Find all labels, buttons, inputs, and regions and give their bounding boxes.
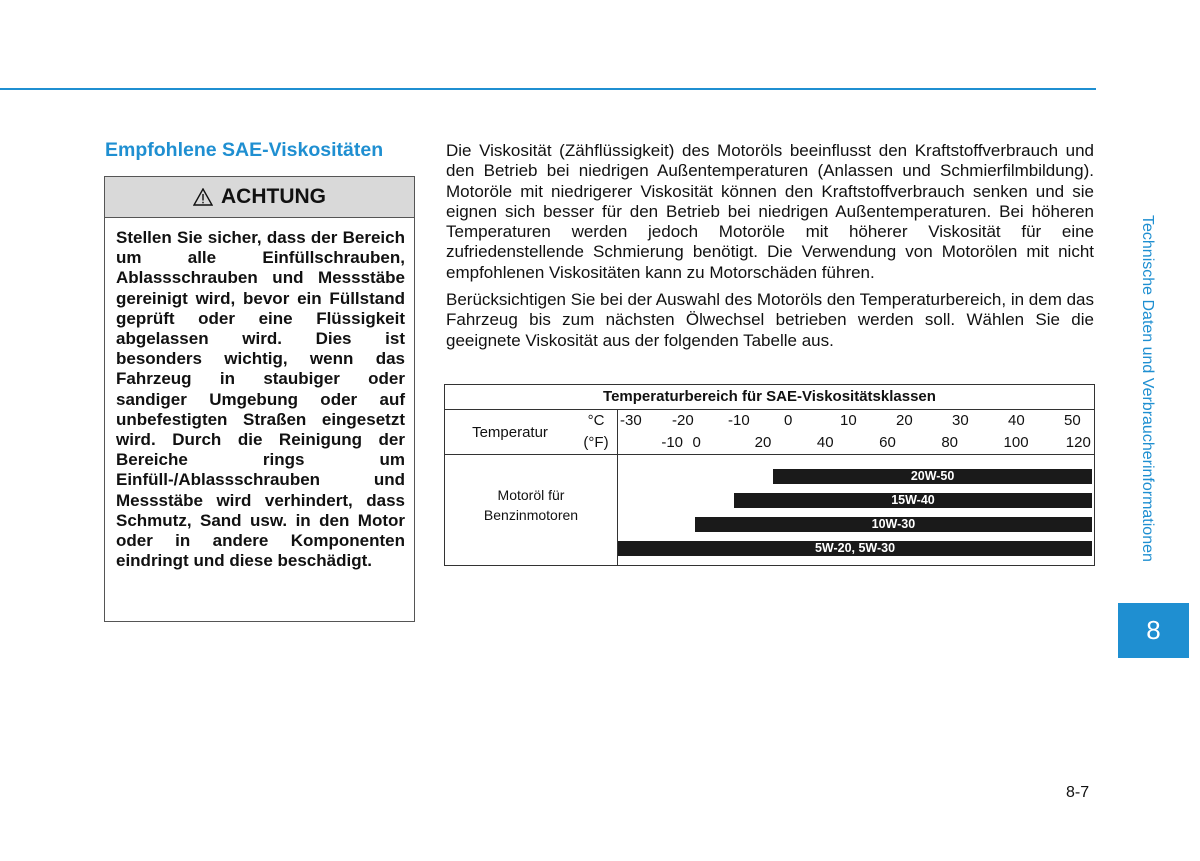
caution-text: Stellen Sie sicher, dass der Bereich um alle Einfüllschrauben, Ablassschrauben und Messstäbe gereinigt wird, bevor ein Füllstand geprüft oder eine Flüssigkeit abgelassen wird. Dies ist besonders wichtig, wenn das Fahrzeug in staubiger oder sandiger Umgebung oder auf unbefestigten Straßen eingesetzt wird. Durch die Reinigung der Bereiche rings um Einfüll-/Ablassschrauben und Messstäbe wird verhindert, dass Schmutz, Sand usw. in den Motor oder in andere Komponenten eindringt und diese beschädigt. [116,228,405,571]
fahrenheit-tick: -10 [661,434,684,451]
viscosity-table-title: Temperaturbereich für SAE-Viskositätsklassen [445,385,1094,410]
fahrenheit-tick: 120 [1065,434,1091,451]
section-heading: Empfohlene SAE-Viskositäten [105,139,384,161]
celsius-tick: 30 [952,412,969,429]
celsius-tick: -20 [672,412,694,429]
caution-box [104,176,415,622]
celsius-tick: -10 [728,412,750,429]
side-chapter-title: Technische Daten und Verbraucherinformationen [1139,215,1156,562]
fahrenheit-tick: 40 [816,434,834,451]
caution-header [105,177,414,218]
celsius-tick: -30 [620,412,642,429]
viscosity-bars [618,455,1094,566]
celsius-tick: 20 [896,412,913,429]
engine-oil-label-line2: Benzinmotoren [483,507,579,523]
celsius-tick: 50 [1064,412,1081,429]
fahrenheit-tick: 20 [754,434,772,451]
celsius-tick: 10 [840,412,857,429]
body-paragraph-2: Berücksichtigen Sie bei der Auswahl des Motoröls den Temperaturbereich, in dem das Fahrzeug bis zum nächsten Ölwechsel betrieben werden soll. Wählen Sie die geeignete Viskosität aus der folgenden Tabelle aus. [446,290,1094,350]
fahrenheit-tick: 80 [941,434,959,451]
engine-oil-label-line1: Motoröl für [497,487,565,503]
top-rule [0,88,1096,90]
fahrenheit-tick: 100 [1003,434,1029,451]
viscosity-bar: 10W-30 [695,517,1092,532]
engine-oil-row [445,455,1094,566]
viscosity-bar: 5W-20, 5W-30 [618,541,1092,556]
viscosity-table [444,384,1095,566]
chapter-tab: 8 [1118,603,1189,658]
temperature-scale [618,410,1094,454]
caution-title: ACHTUNG [221,185,326,208]
temperature-row [445,410,1094,455]
fahrenheit-unit-label: (°F) [583,434,609,451]
viscosity-bar: 15W-40 [734,493,1092,508]
page-number: 8-7 [1066,784,1090,801]
fahrenheit-tick: 60 [879,434,896,451]
celsius-tick: 40 [1008,412,1025,429]
temperature-label: Temperatur [472,423,548,441]
fahrenheit-tick: 0 [692,434,701,451]
body-paragraph-1: Die Viskosität (Zähflüssigkeit) des Motoröls beeinflusst den Kraftstoffverbrauch und den Betrieb bei niedrigen Außentemperaturen (Anlassen und Schmierfilmbildung). Motoröle mit niedrigerer Viskosität können den Kraftstoffverbrauch senken und sie eignen sich besser für den Betrieb bei niedrigen Außentemperaturen. Bei höheren Temperaturen werden jedoch Motoröle mit höherer Viskosität für eine zufriedenstellende Schmierung benötigt. Die Verwendung von Motorölen mit nicht empfohlenen Viskositäten kann zu Motorschäden führen. [446,141,1094,282]
celsius-unit-label: °C [587,412,605,429]
viscosity-bar: 20W-50 [773,469,1092,484]
warning-triangle-icon [193,188,213,206]
celsius-tick: 0 [784,412,793,429]
body-text [446,141,1094,358]
engine-oil-label [445,485,617,525]
